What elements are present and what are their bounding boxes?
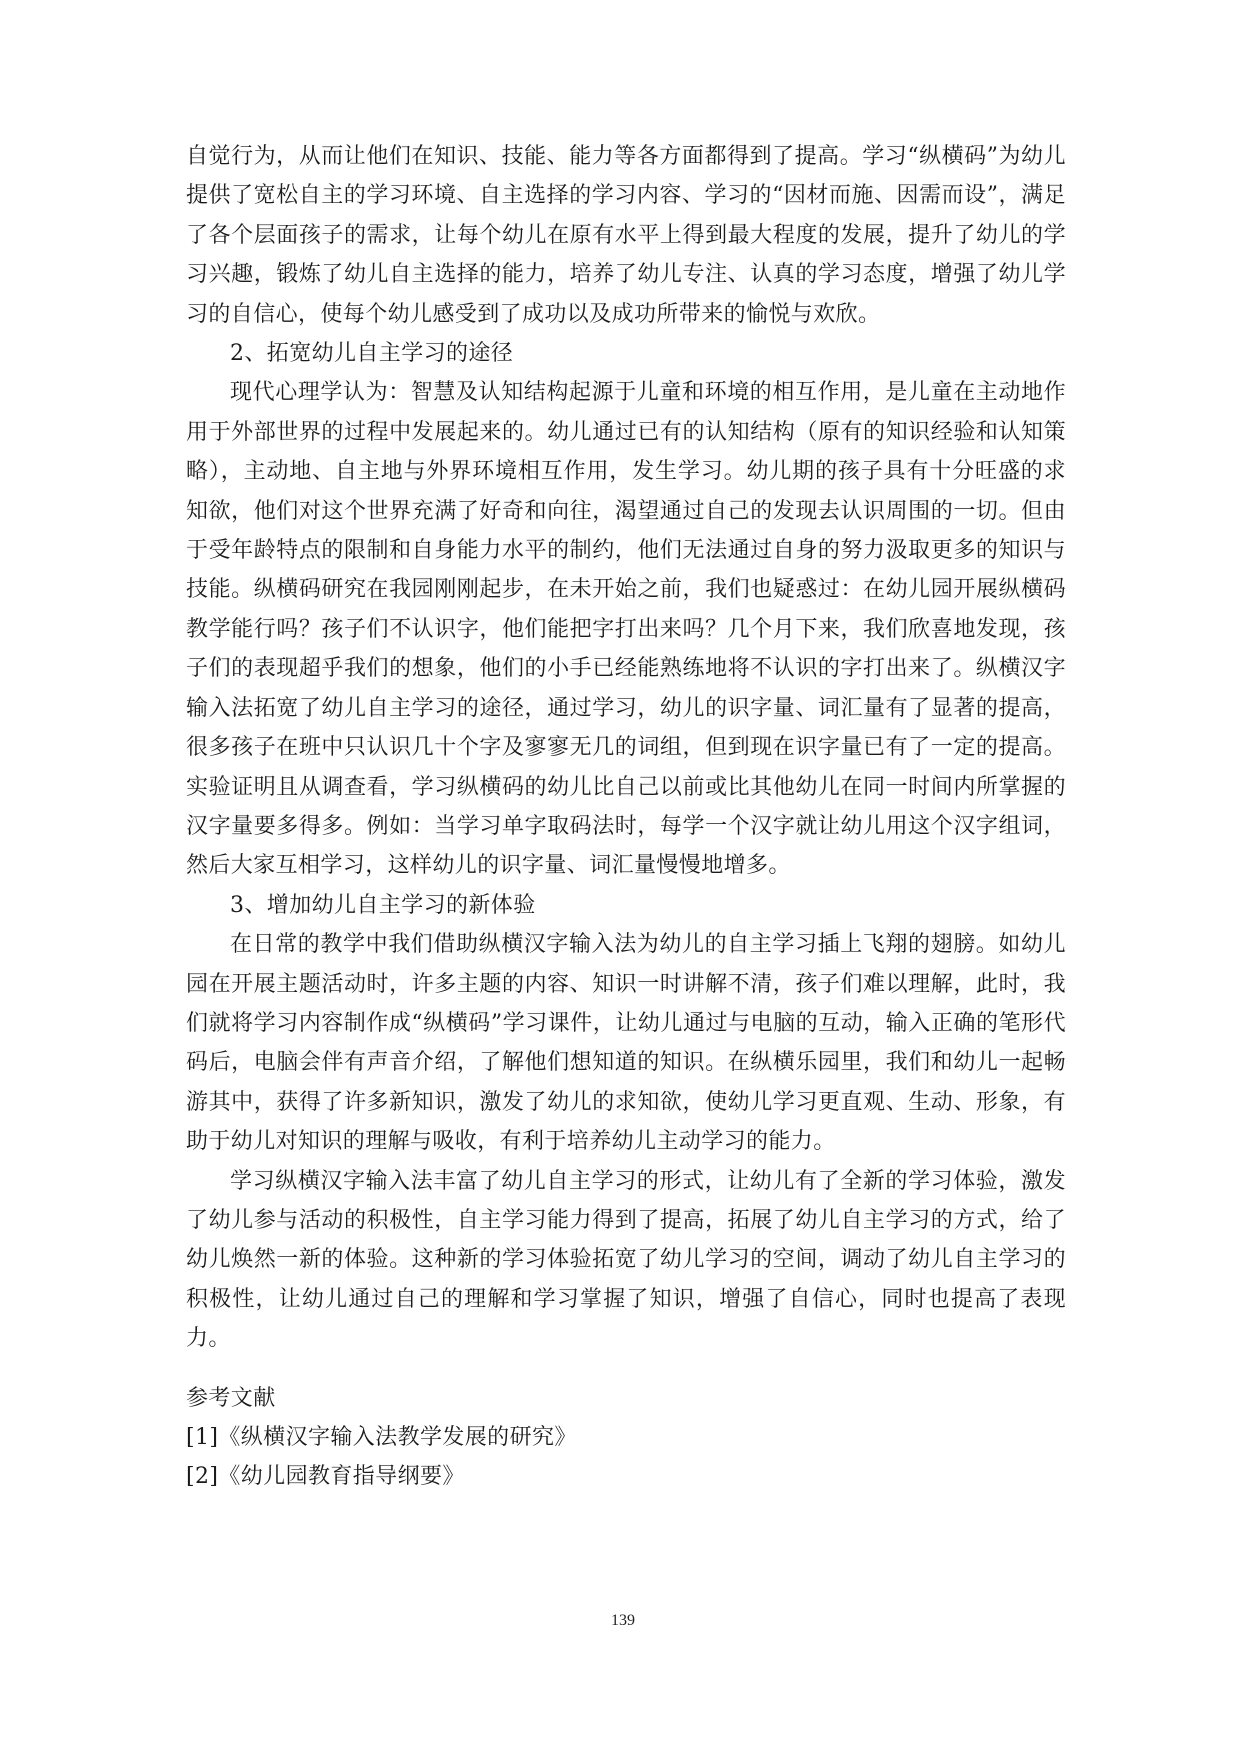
- references-section: [186, 1379, 1066, 1497]
- section-heading-3: 3、增加幼儿自主学习的新体验: [230, 892, 536, 918]
- references-title: 参考文献: [186, 1385, 276, 1411]
- section-heading-2: 2、拓宽幼儿自主学习的途径: [230, 341, 514, 367]
- paragraph-continued: 自觉行为，从而让他们在知识、技能、能力等各方面都得到了提高。学习“纵横码”为幼儿提供了宽松自主的学习环境、自主选择的学习内容、学习的“因材而施、因需而设”，满足了各个层面孩子的需求，让每个幼儿在原有水平上得到最大程度的发展，提升了幼儿的学习兴趣，锻炼了幼儿自主选择的能力，培养了幼儿专注、认真的学习态度，增强了幼儿学习的自信心，使每个幼儿感受到了成功以及成功所带来的愉悦与欢欣。: [186, 144, 1066, 327]
- paragraph-section-3: 在日常的教学中我们借助纵横汉字输入法为幼儿的自主学习插上飞翔的翅膀。如幼儿园在开展主题活动时，许多主题的内容、知识一时讲解不清，孩子们难以理解，此时，我们就将学习内容制作成“纵横码”学习课件，让幼儿通过与电脑的互动，输入正确的笔形代码后，电脑会伴有声音介绍，了解他们想知道的知识。在纵横乐园里，我们和幼儿一起畅游其中，获得了许多新知识，激发了幼儿的求知欲，使幼儿学习更直观、生动、形象，有助于幼儿对知识的理解与吸收，有利于培养幼儿主动学习的能力。: [186, 932, 1066, 1155]
- paragraph-conclusion: 学习纵横汉字输入法丰富了幼儿自主学习的形式，让幼儿有了全新的学习体验，激发了幼儿参与活动的积极性，自主学习能力得到了提高，拓展了幼儿自主学习的方式，给了幼儿焕然一新的体验。这种新的学习体验拓宽了幼儿学习的空间，调动了幼儿自主学习的积极性，让幼儿通过自己的理解和学习掌握了知识，增强了自信心，同时也提高了表现力。: [186, 1168, 1066, 1352]
- paragraph-section-2: 现代心理学认为：智慧及认知结构起源于儿童和环境的相互作用，是儿童在主动地作用于外部世界的过程中发展起来的。幼儿通过已有的认知结构（原有的知识经验和认知策略），主动地、自主地与外界环境相互作用，发生学习。幼儿期的孩子具有十分旺盛的求知欲，他们对这个世界充满了好奇和向往，渴望通过自己的发现去认识周围的一切。但由于受年龄特点的限制和自身能力水平的制约，他们无法通过自身的努力汲取更多的知识与技能。纵横码研究在我园刚刚起步，在未开始之前，我们也疑惑过：在幼儿园开展纵横码教学能行吗？孩子们不认识字，他们能把字打出来吗？几个月下来，我们欣喜地发现，孩子们的表现超乎我们的想象，他们的小手已经能熟练地将不认识的字打出来了。纵横汉字输入法拓宽了幼儿自主学习的途径，通过学习，幼儿的识字量、词汇量有了显著的提高，很多孩子在班中只认识几十个字及寥寥无几的词组，但到现在识字量已有了一定的提高。实验证明且从调查看，学习纵横码的幼儿比自己以前或比其他幼儿在同一时间内所掌握的汉字量要多得多。例如：当学习单字取码法时，每学一个汉字就让幼儿用这个汉字组词，然后大家互相学习，这样幼儿的识字量、词汇量慢慢地增多。: [186, 380, 1066, 879]
- article-body: [186, 137, 1066, 1497]
- reference-item-2: [2]《幼儿园教育指导纲要》: [186, 1464, 465, 1490]
- page-number: 139: [611, 1612, 635, 1629]
- reference-item-1: [1]《纵横汉字输入法教学发展的研究》: [186, 1425, 577, 1450]
